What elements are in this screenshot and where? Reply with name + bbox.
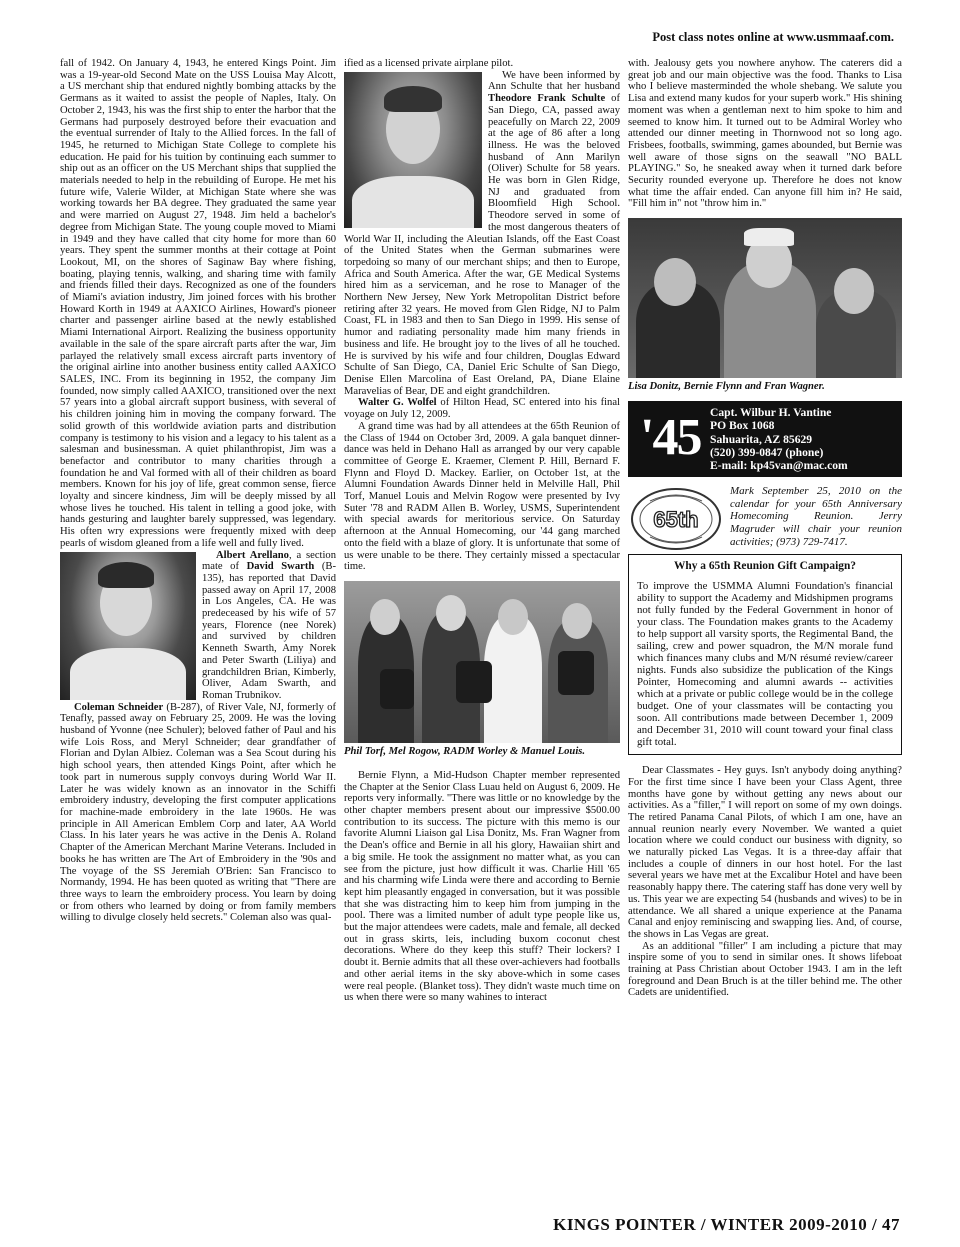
seal-text: 65th bbox=[653, 507, 699, 533]
korth-obituary: fall of 1942. On January 4, 1943, he entered Kings Point. Jim was a 19-year-old Second Mate on the USS Louisa May Alcott, a US merchant ship that endured nightly bombing attacks by the Germans as it waited to assist the people of Naples, Italy. On October 2, 1943, his was the first ship to enter the harbor that the Germans had purposely destroyed before their evacuation and the eventual surrender of Italy to the Allied forces. In the fall of 1945, he returned to Michigan State College to complete his education. He paid for his tuition by continuing each summer to ship out as an officer on the US Merchant ships that supplied the materials needed to help in the rebuilding of Europe. He met his future wife, Valerie Wilder, at Michigan State where she was working towards her BA degree. They graduated the same year and were married on August 27, 1948. Jim held a bachelor's degree from Michigan State. The young couple moved to Miami in 1949 and they have called that city home for more than 60 years. They spent the summer months at their cottage at Point Lookout, MI, on the shores of Saginaw Bay where fishing, boating, playing tennis, walking, and sharing time with family and friends filled their days. Recognized as one of the founders of Miami's aviation industry, Jim joined forces with his brother Howard Korth in 1949 at AAXICO Airlines, Howard's pioneer charter and passenger airline based at the newly established Miami International Airport. Realizing the business opportunity available in the sale of the spare aircraft parts after the war, Jim parlayed the relatively small excess aircraft parts inventory of the original airline into another business entity called AAXICO SALES, INC. From its beginning in 1952, the company Jim founded, now simply called AAXICO, transitioned over the next 57 years into a global aircraft support business, with several of his children joining him in moving the company forward. The solid growth of this worldwide aviation parts and distribution company is testimony to his vision and a legacy to his talent as a salesman and businessman. A quiet philanthropist, Jim was a benefactor and contributor to many charities through a foundation he and Val formed with all of their children as board members. Known for his joy of life, great common sense, fierce loyalty and sincere kindness, Jim will be deeply missed by all whose lives he touched. His talent in telling a good joke, with hands gesturing and laughter barely suppressed, was legendary. His often wry expressions were frequently mixed with deep pearls of wisdom gleaned from a life well and fully lived. bbox=[60, 58, 336, 549]
class-agent-box bbox=[628, 401, 902, 477]
david-swarth-portrait bbox=[60, 552, 196, 700]
column-1 bbox=[60, 58, 336, 924]
luau-continuation: with. Jealousy gets you nowhere anyhow. The caterers did a great job and our main objective was the food. Thanks to Lisa who I believe masterminded the whole shebang. We salute you Lisa and extend many kudos for your superb work." His shining moment was when a gentleman next to him spoke to him and seemed to know him. It turned out to be Admiral Worley who attended our dinner meeting in Thornwood not so long ago. Frisbees, footballs, swimming, games abounded, but Bernie was well aware of those signs on the seawall "NO BALL PLAYING." So, he sneaked away when it turned dark before Security rounded everyone up. Therefore he does not know what time the affair ended. Can anyone fill him in? He said, "Fill him in" not "throw him in." bbox=[628, 58, 902, 210]
awards-photo-caption: Phil Torf, Mel Rogow, RADM Worley & Manuel Louis. bbox=[344, 745, 586, 757]
65th-reunion-seal-icon bbox=[630, 487, 722, 551]
schneider-obituary: Coleman Schneider (B-287), of River Vale, NJ, formerly of Tenafly, passed away on February 25, 2009. He was the loving husband of Yvonne (nee Schuler); beloved father of Paul and his wife Lois Ross, and Meryl Schneider; dear grandfather of Florian and Dylan Albiez. Coleman was a Sea Scout during his high school years, then attended Kings Point, after which he took part in numerous supply convoys during World War II. Later he was widely known as an innovator in the Schiffi embroidery industry, developing the first computer applications for machine-made embroidery in the late 1960s. He was principle in All American Emblem Corp and later, AA World Class. In his later years he was active in the Denis A. Roland Chapter of the American Merchant Marine Veterans. Included in books he has written are The Art of Embroidery in the '90s and The voyage of the SS Jeremiah O'Brien: San Francisco to Normandy, 1994. He has been quoted as writing that "There are three ways to learn the embroidery process. You learn by doing or from others who learned by doing or from family members willing to divulge closely held secrets." Coleman also was qual- bbox=[60, 701, 336, 924]
reunion-report: A grand time was had by all attendees at the 65th Reunion of the Class of 1944 on October 3rd, 2009. A gala banquet dinner-dance was held in Dehano Hall as arranged by our very capable committee of George E. Kraemer, Clement P. Hill, Bernard F. Flynn and Floyd D. Mackey. Earlier, on October 1st, at the Alumni Foundation Awards Dinner held in Melville Hall, Phil Torf, Manuel Louis and Melvin Rogow were presented by Ivy Suter '78 and RADM Allen B. Worley, USMS, Superintendent with special awards for meritorious service. On Saturday afternoon at the Annual Homecoming, our '44 gang marched onto the field with a blaze of glory. It is unfortunate that some of us were unable to be there. They certainly missed a spectacular time. bbox=[344, 420, 620, 573]
filler-photo-note: As an additional "filler" I am including a picture that may inspire some of you to send in similar ones. It shows lifeboat training at Pass Christian about October 1943. I am in the left foreground and Dean Bruch is at the tiller behind me. The other Cadets are unidentified. bbox=[628, 940, 902, 999]
reunion-note: Mark September 25, 2010 on the calendar for your 65th Anniversary Homecoming Reunion. Jerry Magruder will chair your reunion activities; (973) 729-7417. bbox=[730, 485, 902, 548]
awards-photo bbox=[344, 581, 620, 743]
gift-campaign-title: Why a 65th Reunion Gift Campaign? bbox=[674, 560, 856, 573]
column-3 bbox=[628, 58, 902, 999]
gift-campaign-box bbox=[628, 554, 902, 755]
wolfel-note: Walter G. Wolfel of Hilton Head, SC entered into his final voyage on July 12, 2009. bbox=[344, 397, 620, 421]
gift-campaign-text: To improve the USMMA Alumni Foundation's financial ability to support the Academy and Midshipmen programs not fully funded by the Federal Government in honor of your class. The Foundation makes grants to the Academy to help support all varsity sports, the Regimental Band, the sailing, crew and power squadron, the M/N morale fund which finances many clubs and M/N résumé review/career nights. Funds also subsidize the publication of the Kings Pointer, Homecoming and alumni awards -- activities which at a private or public college would be in the college budget. One of your classmates will be contacting you soon. All contributions made between December 1, 2009 and December 31, 2010 will count toward your final class gift total. bbox=[637, 580, 893, 749]
theodore-schulte-portrait bbox=[344, 72, 482, 228]
agent-po-box: PO Box 1068 bbox=[710, 419, 775, 433]
flynn-report: Bernie Flynn, a Mid-Hudson Chapter member represented the Chapter at the Senior Class Luau held on August 6, 2009. He reports very informally. "There was little or no knowledge by the other chapter members present about our impressive $500.00 contribution to its success. The picture with this memo is our favorite Alumni Liaison gal Lisa Donitz, Ms. Fran Wagner from the Dean's office and Bernie in all his glory, Hawaiian shirt and a big smile. He took the assignment no matter what, as you can see from the picture, just how difficult it was. Charlie Hill '65 and his charming wife Linda were there and according to Bernie kept him pleasantly engaged in conversation, but it was possible that she was distracting him to keep him from jumping in the pool. There was a limited number of adult type people like us, but the major attendees were cadets, male and female, all decked out in grass skirts, leis, including buxom coconut chest decorations. Where do they keep this stuff? Their lockers? I doubt it. Bernie admits that all these over-achievers had footballs and other aerial items in the sky above-which in some cases were real people. (Blanket toss). They didn't waste much time on us when there were so many wahines to interact bbox=[344, 769, 620, 1004]
pilot-continuation: ified as a licensed private airplane pilot. bbox=[344, 58, 514, 69]
agent-phone: (520) 399-0847 (phone) bbox=[710, 445, 824, 459]
schulte-obituary: We have been informed by Ann Schulte that her husband Theodore Frank Schulte of San Diego, CA, passed away peacefully on March 22, 2009 at the age of 86 after a long illness. He was the beloved husband of Ann Marilyn (Oliver) Schulte for 58 years. He was born in Glen Ridge, NJ and graduated from Bloomfield High School. Theodore served in some of the most dangerous theaters of World War II, including the Aleutian Islands, off the East Coast of the United States when the German submarines were torpedoing so many of our merchant ships; and then to Europe, Africa and South America. After the war, GE Medical Systems hired him as a serviceman, and he rose to Manager of the Northern New Jersey, New York Metropolitan District before retiring after 32 years. He moved from Glen Ridge, NJ to Palm Coast, FL in 1983 and then to San Diego in 1999. His sense of humor and radiating personality made him many friends in business and life. He brought joy to the lives of all he touched. He is survived by his wife and four children, Douglas Edward Schulte of San Diego, CA, Daniel Eric Schulte of San Diego, Denise Ellen Marcolina of East Oreland, PA, Diane Elaine Maravelias of Bear, DE and eight grandchildren. bbox=[344, 69, 620, 397]
arellano-note: Albert Arellano, a section mate of David Swarth (B-135), has reported that David passed away on April 17, 2008 in Los Angeles, CA. He was predeceased by his wife of 57 years, Florence (nee Norek) and survived by children Kenneth Swarth, Amy Norek and Peter Swarth (Liliya) and grandchildren Brian, Kimberly, Oliver, Adam Swarth, and Roman Trubnikov. bbox=[202, 549, 337, 701]
post-notes-header: Post class notes online at www.usmmaaf.com. bbox=[652, 30, 894, 44]
class-year: '45 bbox=[640, 409, 701, 467]
class-agent-letter: Dear Classmates - Hey guys. Isn't anybody doing anything? For the first time since I have been your Class Agent, three months have gone by without getting any news about our activities. As a "filler," I will report on some of my own doings. The retired Panama Canal Pilots, of which I am one, have an annual reunion nearly every November. We wanted a quiet location where we could conduct our business with dignity, so we naturally picked Las Vegas. It is a three-day affair that includes a couple of dinners in our host hotel. For the last several years we have met at the Excalibur Hotel and have been reasonably happy there. The catering staff has done very well by us. This year we are expecting 54 (husbands and wives) to be in attendance. We all shared a unique experience at the Panama Canal and enjoy reminiscing and swapping lies. And, of course, the shows in Las Vegas are great. bbox=[628, 765, 902, 940]
page-footer: KINGS POINTER / WINTER 2009-2010 / 47 bbox=[553, 1215, 900, 1234]
class-agent-info bbox=[710, 406, 848, 472]
agent-name: Capt. Wilbur H. Vantine bbox=[710, 406, 832, 420]
column-2 bbox=[344, 58, 620, 1004]
luau-photo-caption: Lisa Donitz, Bernie Flynn and Fran Wagner. bbox=[628, 381, 825, 393]
reunion-announcement bbox=[628, 485, 902, 548]
agent-email[interactable]: E-mail: kp45van@mac.com bbox=[710, 458, 848, 472]
agent-city: Sahuarita, AZ 85629 bbox=[710, 432, 813, 446]
luau-photo bbox=[628, 218, 902, 378]
